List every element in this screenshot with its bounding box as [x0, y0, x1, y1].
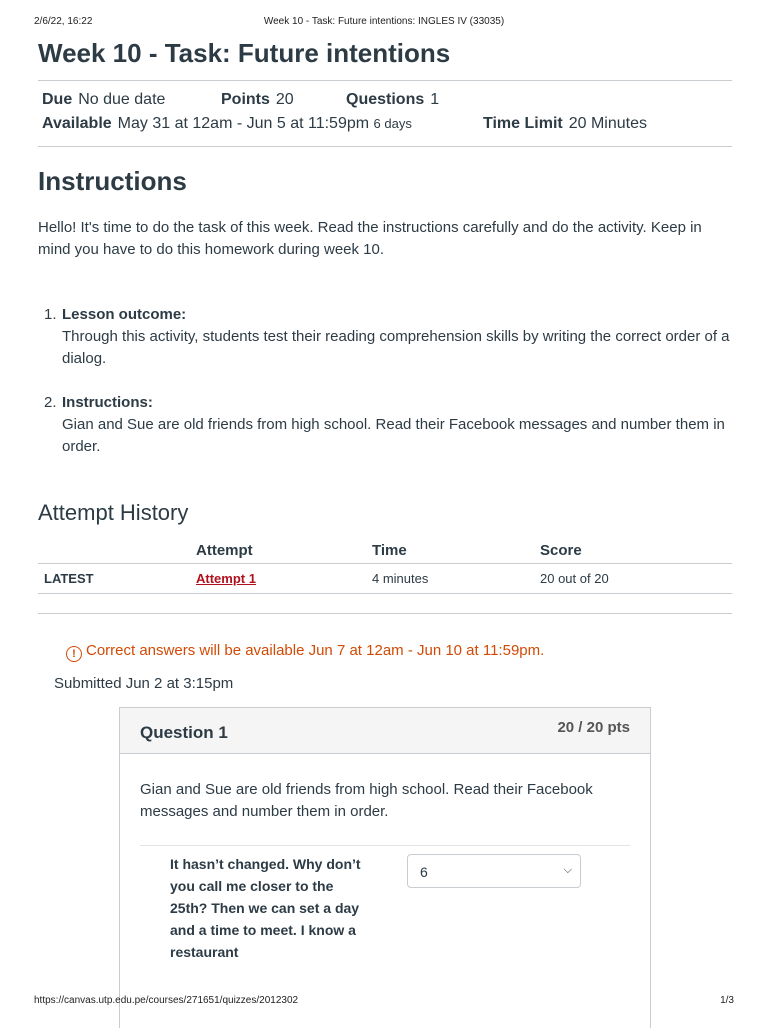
- question-text: Gian and Sue are old friends from high school. Read their Facebook messages and number them in order.: [140, 781, 593, 820]
- list-item-number: 2.: [44, 394, 57, 411]
- attempt-1-link[interactable]: Attempt 1: [196, 571, 256, 586]
- page-title: Week 10 - Task: Future intentions: [38, 38, 451, 68]
- table-divider: [38, 593, 732, 594]
- lesson-outcome-body: Through this activity, students test their reading comprehension skills by writing the correct order of a dialog.: [62, 328, 730, 367]
- order-select[interactable]: [407, 854, 581, 888]
- question-header: [120, 708, 650, 754]
- column-header-score: Score: [540, 542, 582, 559]
- due-info: Due No due date: [42, 91, 166, 108]
- order-select-value: 6: [420, 864, 428, 880]
- correct-answers-notice: [66, 642, 544, 662]
- instructions-intro: Hello! It's time to do the task of this week. Read the instructions carefully and do the activity. Keep in mind you have to do this homework during week 10.: [38, 219, 702, 258]
- answer-prompt: It hasn’t changed. Why don’t you call me closer to the 25th? Then we can set a day and a time to meet. I know a restaurant: [170, 856, 361, 960]
- divider: [140, 845, 630, 846]
- submitted-time: Submitted Jun 2 at 3:15pm: [54, 675, 234, 692]
- list-item-number: 1.: [44, 306, 57, 323]
- print-footer: [34, 995, 734, 1009]
- divider: [38, 146, 732, 147]
- alert-circle-icon: !: [66, 646, 82, 662]
- question-card: [119, 707, 651, 1028]
- column-header-time: Time: [372, 542, 407, 559]
- print-document-title: Week 10 - Task: Future intentions: INGLES IV (33035): [263, 16, 505, 27]
- points-info: Points 20: [221, 91, 294, 108]
- table-divider: [38, 563, 732, 564]
- questions-info: Questions 1: [346, 91, 440, 108]
- column-header-attempt: Attempt: [196, 542, 253, 559]
- instructions-heading: Instructions: [38, 166, 187, 196]
- chevron-down-icon: ⌵: [563, 864, 572, 876]
- attempt-score: 20 out of 20: [540, 571, 609, 586]
- notice-text: Correct answers will be available Jun 7 at 12am - Jun 10 at 11:59pm.: [86, 642, 545, 659]
- attempt-history-table: [38, 535, 732, 595]
- print-date: 2/6/22, 16:22: [34, 16, 93, 27]
- question-title: Question 1: [140, 723, 228, 742]
- instructions-item-body: Gian and Sue are old friends from high school. Read their Facebook messages and number them in order.: [62, 416, 725, 455]
- question-points: 20 / 20 pts: [557, 719, 630, 736]
- print-page-number: 1/3: [720, 995, 734, 1006]
- instructions-item-title: Instructions:: [62, 394, 153, 411]
- row-label-latest: LATEST: [44, 571, 94, 586]
- print-url: https://canvas.utp.edu.pe/courses/271651/quizzes/2012302: [34, 995, 299, 1006]
- attempt-history-heading: Attempt History: [38, 500, 189, 525]
- print-header: [34, 16, 734, 30]
- divider: [38, 613, 732, 614]
- available-info: Available May 31 at 12am - Jun 5 at 11:59pm 6 days: [42, 115, 412, 132]
- divider: [38, 80, 732, 81]
- lesson-outcome-title: Lesson outcome:: [62, 306, 187, 323]
- attempt-time: 4 minutes: [372, 571, 429, 586]
- time-limit-info: Time Limit 20 Minutes: [483, 115, 647, 132]
